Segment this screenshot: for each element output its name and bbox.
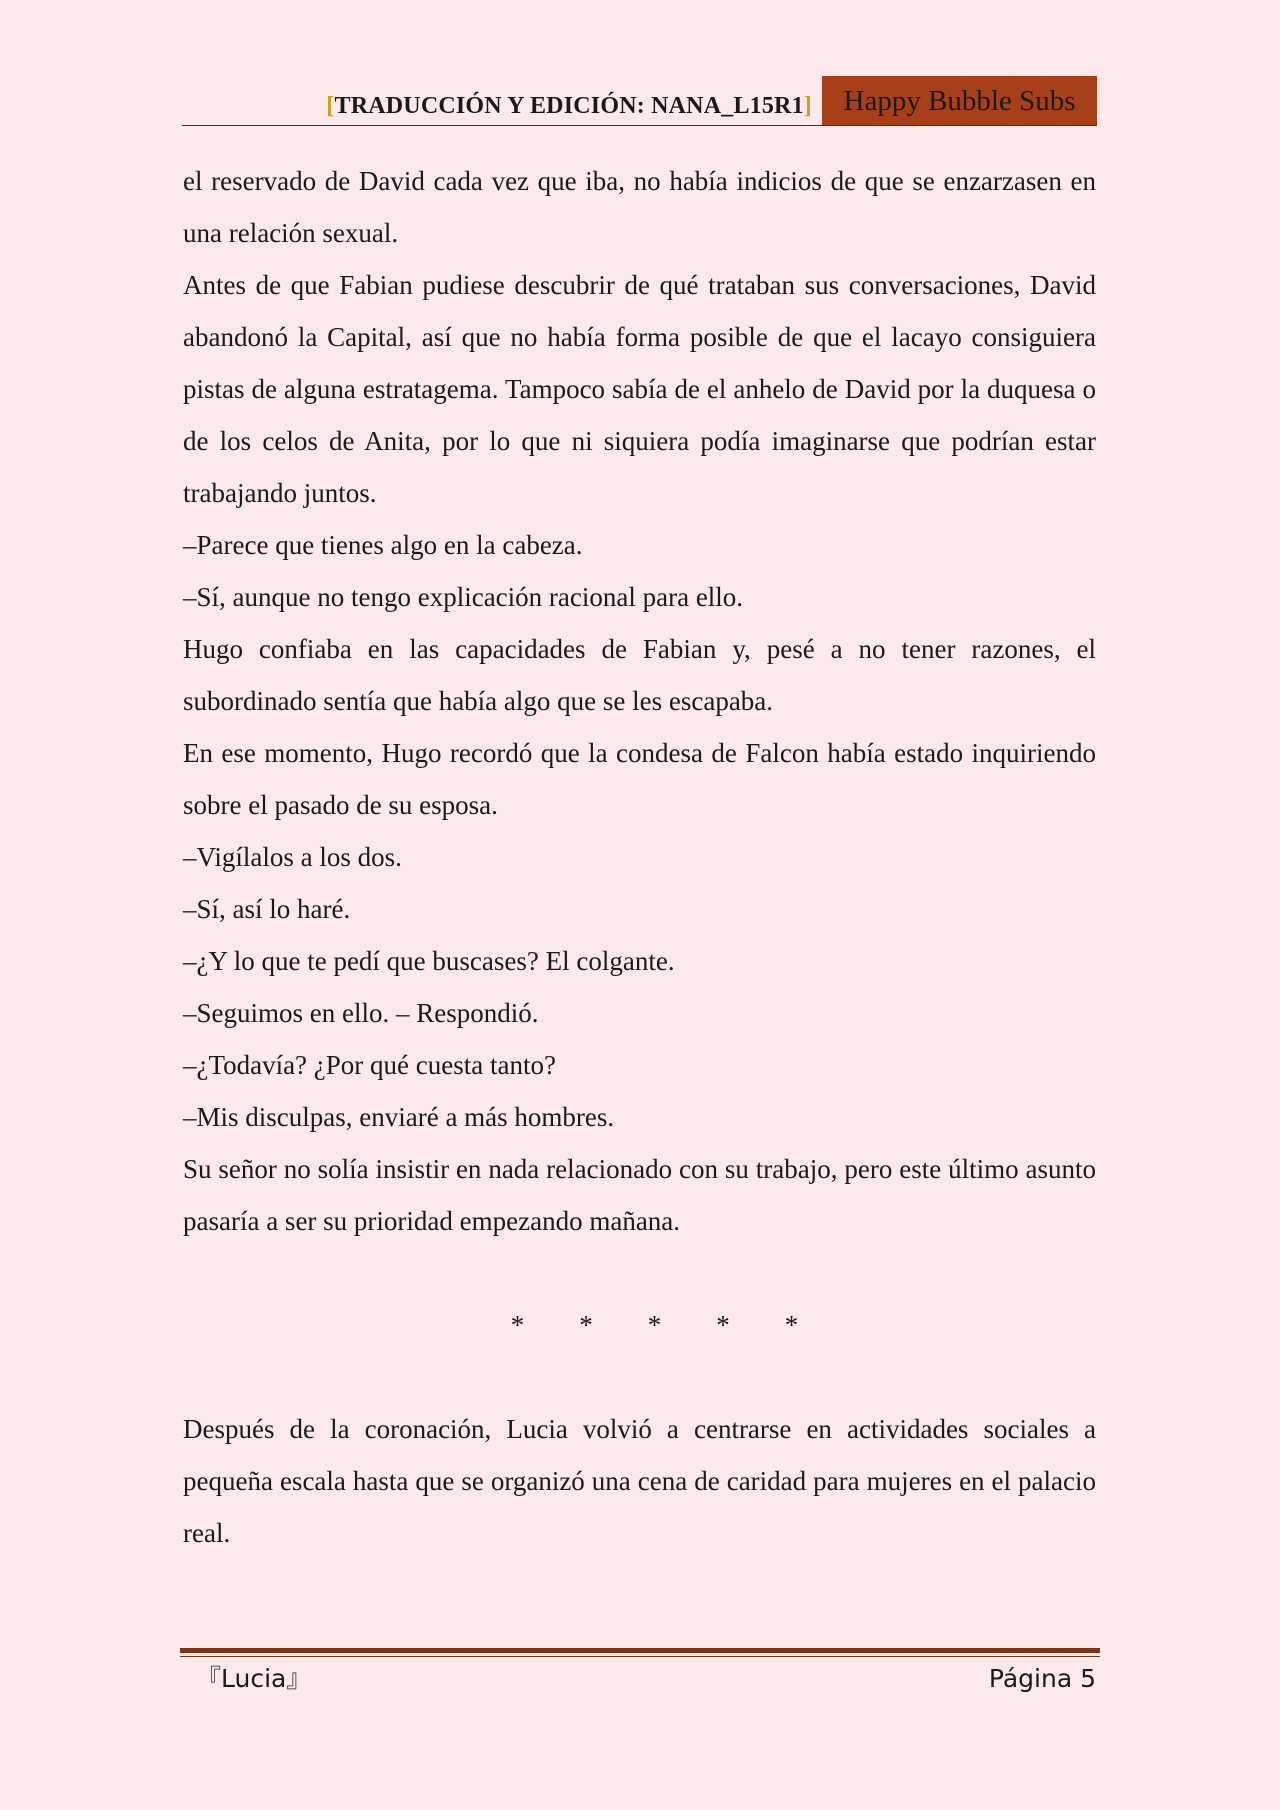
open-bracket: [ xyxy=(326,93,335,119)
separator-star: * xyxy=(716,1310,730,1340)
paragraph: –Sí, así lo haré. xyxy=(183,894,351,924)
paragraph: –¿Todavía? ¿Por qué cuesta tanto? xyxy=(183,1050,556,1080)
paragraph: –Parece que tienes algo en la cabeza. xyxy=(183,530,583,560)
paragraph: –Seguimos en ello. – Respondió. xyxy=(183,998,539,1028)
separator-star: * xyxy=(510,1310,525,1340)
footer-page-number: Página 5 xyxy=(988,1664,1096,1693)
close-bracket: ] xyxy=(803,93,812,119)
translation-credit xyxy=(326,93,812,120)
paragraph: –Sí, aunque no tengo explicación racional para ello. xyxy=(183,582,744,612)
separator-star: * xyxy=(579,1310,593,1340)
paragraph: Hugo confiaba en las capacidades de Fabian y, pesé a no tener razones, el subordinado sentía que había algo que se les escapaba. xyxy=(183,634,1096,716)
paragraph: –¿Y lo que te pedí que buscases? El colgante. xyxy=(183,946,675,976)
scene-separator xyxy=(183,1299,1096,1351)
page-header xyxy=(182,76,1097,126)
paragraph: –Vigílalos a los dos. xyxy=(183,842,402,872)
paragraph: –Mis disculpas, enviaré a más hombres. xyxy=(183,1102,615,1132)
separator-star: * xyxy=(647,1310,662,1340)
credit-text: TRADUCCIÓN Y EDICIÓN: NANA_L15R1 xyxy=(334,93,804,119)
paragraph: el reservado de David cada vez que iba, no había indicios de que se enzarzasen en una relación sexual. xyxy=(183,166,1096,248)
footer-rule-thick xyxy=(180,1648,1100,1653)
separator-star: * xyxy=(784,1310,799,1340)
header-rule xyxy=(182,125,1097,126)
footer-rule-thin xyxy=(180,1656,1100,1657)
paragraph: En ese momento, Hugo recordó que la condesa de Falcon había estado inquiriendo sobre el pasado de su esposa. xyxy=(183,738,1096,820)
paragraph: Después de la coronación, Lucia volvió a centrarse en actividades sociales a pequeña escala hasta que se organizó una cena de caridad para mujeres en el palacio real. xyxy=(183,1414,1096,1548)
group-name-tag: Happy Bubble Subs xyxy=(822,76,1097,126)
paragraph: Su señor no solía insistir en nada relacionado con su trabajo, pero este último asunto pasaría a ser su prioridad empezando mañana. xyxy=(183,1154,1096,1236)
footer-book-title: 『Lucia』 xyxy=(196,1664,312,1693)
paragraph: Antes de que Fabian pudiese descubrir de qué trataban sus conversaciones, David abandonó la Capital, así que no había forma posible de que el lacayo consiguiera pistas de alguna estratagema. Tampoco sabía de el anhelo de David por la duquesa o de los celos de Anita, por lo que ni siquiera podía imaginarse que podrían estar trabajando juntos. xyxy=(183,270,1096,508)
page-body xyxy=(183,155,1096,1559)
